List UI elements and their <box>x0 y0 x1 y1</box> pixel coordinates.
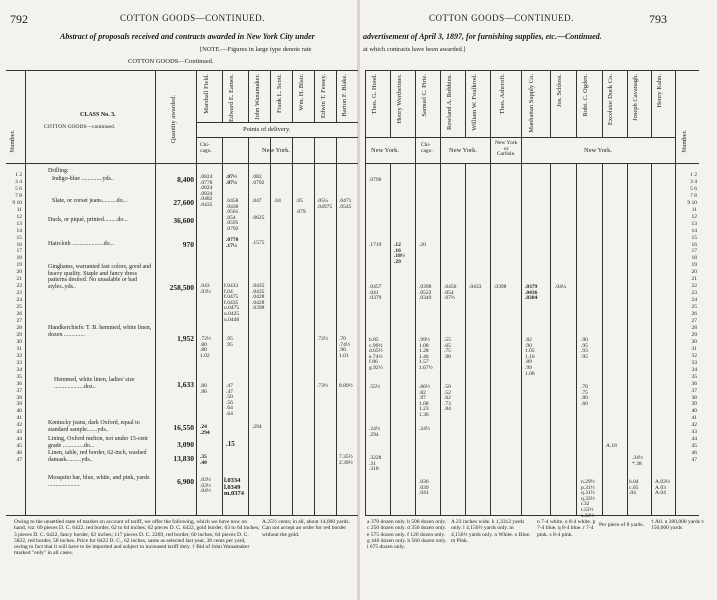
class-sub: COTTON GOODS—continued. <box>44 124 116 130</box>
newyork-label: New York. <box>262 147 290 154</box>
chicago-label-right: Chi- cago. <box>421 142 433 154</box>
bid-cavanagh-9: .34½ *.38 <box>632 455 643 467</box>
bid-blake-5: .70 .74½ .96 1.01 <box>339 336 350 359</box>
bidder-wertheimer: Henry Wertheimer. <box>396 74 403 124</box>
bidder-blair: Wm. H. Blair. <box>298 74 305 111</box>
bid-eames-2: .0458 .0430 .0561 .054 .0595 .0792 <box>226 198 239 232</box>
bid-wanamaker-1: .082 .0792 <box>252 174 265 186</box>
bid-wanamaker-3: .1575 <box>252 240 265 246</box>
bid-fessey-2: .05¼ .04975 <box>317 198 333 210</box>
bidder-manhattan: Manhattan Supply Co. <box>528 74 535 133</box>
bid-hood-1: .0796 <box>369 177 382 183</box>
bid-schloss-4: .04¼ <box>555 284 566 290</box>
bid-kahn-10: A.03½ A.03 A.04 <box>655 479 670 497</box>
bidder-wanamaker: John Wanamaker. <box>254 74 261 120</box>
footnote: Owing to the unsettled state of market on account of tariff, we offer the following, which we have now on hand, viz: 69 pieces D. C. 6422, red border, 62 to 64 inches; 62 pieces D. C. 6422, gold border, 63 to 64 inches; 3 pieces D. C. 6422, fancy border, 62 inches; 117 pieces D. C. 2269, red border, 60 inches; 84 pieces D. C. 5822, red border, 58 inches. Price for 6422 D. C., 62 inches, same as selected last year, 38 cents per yard, owing to fact that it will have to be imported and subject to increased tariff duty. † Bid of John Wanamaker marked "only" in all cases. <box>14 519 260 557</box>
points-of-delivery: Points of delivery. <box>243 126 291 133</box>
bid-scott-2: .04 <box>274 198 281 204</box>
bid-hood-7: .24½ .294 <box>369 426 380 438</box>
bid-robbins-5: .55 .65 .75 .98 <box>444 337 451 360</box>
abstract-title-right: advertisement of April 3, 1897, for furnishing supplies, etc.—Continued. <box>363 32 602 41</box>
bid-wanamaker-2: .047 .0625 <box>252 198 265 221</box>
footnote-2: A.25½ cents; in all, about 14,000 yards. Can not accept an order for red border without the gold. <box>262 519 350 538</box>
bidder-blake: Barton F. Blake. <box>341 74 348 117</box>
qty-kentucky-jeans: 16,550 <box>173 423 194 432</box>
bidder-scott: Frank L. Scott. <box>276 74 283 113</box>
bidder-excelsior: Excelsior Duck Co. <box>607 74 614 126</box>
bidder-eames: Edward E. Eames. <box>228 74 235 123</box>
bidder-robbins: Rowland A. Robbins. <box>446 74 453 130</box>
bid-cavanagh-10: b.04 c.05 .04 <box>629 479 639 497</box>
page-number-right: 793 <box>649 12 667 26</box>
item-linen: Linen, table, red border, 62-inch, washed damask..........yds.. <box>48 450 147 463</box>
bid-wanamaker-4: .0435 .0435 .0428 .0428 .0398 <box>252 283 265 312</box>
bid-wertheimer-3: .12 .16 .18½ .29 <box>394 242 405 265</box>
newyork-label-right-3: New York. <box>584 147 612 154</box>
item-haircloth: Haircloth .....................do... <box>48 241 115 247</box>
bid-marshall-1: .0824 .0778 .0824 .0824 .0482 .0435 <box>200 174 213 208</box>
bid-fessey-5: .72½ <box>317 336 328 342</box>
bid-marshall-7: .24 .294 <box>200 424 210 436</box>
bidder-cavanagh: Joseph Cavanagh. <box>632 74 639 121</box>
item-drilling: Drilling: <box>48 168 69 174</box>
bid-marshall-10: .03½ .03½ .04½ <box>200 477 211 495</box>
qty-indigo: 8,400 <box>177 175 194 184</box>
bid-wanamaker-7: .294 <box>252 424 262 430</box>
qty-ginghams: 258,500 <box>169 283 194 292</box>
number-header: Number. <box>9 130 16 153</box>
qty-lining: 3,090 <box>177 440 194 449</box>
bidder-pirie: Samuel C. Pirie. <box>421 74 428 117</box>
running-head: COTTON GOODS—CONTINUED. <box>120 13 265 23</box>
bid-eames-3: .0770 .17¼ <box>226 237 239 249</box>
qty-mosquito-bar: 6,900 <box>177 477 194 486</box>
footnote-right-c: n 7-4 white. o 8-4 white. p 7-4 blue. q 8-4 blue. r 7-4 pink. s 8-4 pink. <box>537 519 596 538</box>
page-number: 792 <box>10 12 28 26</box>
bid-ogden-6: .70 .75 .80 .60 <box>581 384 588 407</box>
footnote-right-d: Per piece of 8 yards. <box>599 522 645 528</box>
bidder-kahn: Henry Kahn. <box>656 74 663 108</box>
bid-pirie-10: .036 .039 .041 <box>419 479 429 497</box>
bid-robbins-4: .0456 .054 .07½ <box>444 284 457 302</box>
item-indigo: Indigo-blue ..............yds.. <box>52 176 114 182</box>
bidder-fessey: Edwin T. Fessey. <box>320 74 327 119</box>
qty-haircloth: 970 <box>182 240 194 249</box>
note-right: at which contracts have been awarded.] <box>363 46 466 53</box>
bidder-schloss: Jos. Schloss. <box>556 74 563 108</box>
bidder-ogden: Robt. C. Ogden. <box>582 74 589 117</box>
bid-hood-5: b.85 c.90½ d.65½ e.74½ f.86 g.92½ <box>369 337 383 371</box>
bid-eames-4: f.0433 f.04 f.0475 f.0435 u.0475 u.0425 u.0448 <box>224 283 240 323</box>
bid-blake-6: 8.89½ <box>339 383 353 389</box>
bid-foulkrod-4: .0433 <box>469 284 482 290</box>
item-handkerchiefs: Handkerchiefs: T. B. hemmed, white linen, dozen .............. <box>48 325 152 338</box>
running-head-right: COTTON GOODS—CONTINUED. <box>429 13 574 23</box>
bid-ogden-5: .90 .95 .93 .95 <box>581 337 588 360</box>
item-kentucky-jeans: Kentucky jeans, dark Oxford, equal to standard sample.......yds.. <box>48 420 140 433</box>
bid-blair-2: .05 .079 <box>296 198 306 216</box>
note: [NOTE.—Figures in large type denote rate <box>200 46 312 53</box>
section-title: COTTON GOODS—Continued. <box>128 58 214 65</box>
bid-eames-6: .47 .47 .50 .56 .64 .64 <box>226 383 233 417</box>
bidder-hood: Thos. G. Hood. <box>371 74 378 115</box>
footnote-right-b: A 23 inches wide. k 1,3312 yards only. l 4,156½ yards only. m 4,156½ yards only. n White. o Blue. m Pink. <box>451 519 531 544</box>
bid-manhattan-4: .0379 .0436 .0384 <box>525 284 538 302</box>
bid-eames-8: .15 <box>226 440 235 448</box>
item-duck: Duck, or piqué, printed.........do... <box>48 217 128 223</box>
bid-robbins-6: .50 .52 .62 .73 .84 <box>444 384 451 413</box>
bid-hood-6: .55½ <box>369 384 380 390</box>
bid-pirie-3: .20 <box>419 242 426 248</box>
bid-blake-9: 7.35½ 2.39½ <box>339 454 353 466</box>
abstract-title: Abstract of proposals received and contracts awarded in New York City under <box>60 32 315 41</box>
qty-handkerchiefs: 1,952 <box>177 334 194 343</box>
bid-pirie-6: .66½ .82 .97 1.08 1.23 1.36 <box>419 384 430 418</box>
bid-pirie-7: .24½ <box>419 426 430 432</box>
footnote-right-a: a 370 dozen only. b 500 dozen only. c 250 dozen only. d 350 dozen only. e 575 dozen only. f 120 dozen only. g 440 dozen only. h 560 dozen only. i 675 dozen only. <box>367 519 447 551</box>
line-numbers-right: 1 2 3 4 5 6 7 8 9 10 11 12 13 14 15 16 17 18 19 20 21 22 23 24 25 26 27 28 29 30 31 32 33 34 35 36 37 38 39 40 41 42 43 44 45 46 47 <box>687 172 697 464</box>
bid-marshall-4: .043 .03½ <box>200 283 211 295</box>
bid-ashcroft-4: .0398 <box>494 284 507 290</box>
chicago-label: Chi- cago. <box>200 142 212 154</box>
right-page <box>359 0 717 600</box>
bid-eames-10: l.0334 l.0349 m.0374 <box>224 477 245 497</box>
line-numbers: 1 2 3 4 5 6 7 8 9 10 11 12 13 14 15 16 17 18 19 20 21 22 23 24 25 26 27 28 29 30 31 32 33 34 35 36 37 38 39 40 41 42 43 44 45 46 47 <box>12 172 22 464</box>
bid-excelsior-8: A.18 <box>606 443 617 449</box>
item-slate: Slate, or corset jeans..........do... <box>52 198 128 204</box>
bid-fessey-6: .73½ <box>317 383 328 389</box>
item-lining: Lining, Oxford melton, not under 15-cent grade ..............do... <box>48 436 148 449</box>
qty-hemmed: 1,633 <box>177 380 194 389</box>
bidder-foulkrod: William W. Foulkrod. <box>471 74 478 131</box>
quantity-header: Quantity awarded. <box>170 95 177 144</box>
bid-hood-4: .0457 .041 .0379 <box>369 284 382 302</box>
bid-ogden-10: n.29½ p.31½ q.31½ q.33½ r.32 r.33½ s.32½ <box>581 479 595 519</box>
bid-eames-1: .07½ .07¼ <box>226 174 237 186</box>
bid-pirie-5: .99½ 1.08 1.28 1.46 1.57 1.67½ <box>419 337 433 371</box>
qty-linen: 13,830 <box>173 454 194 463</box>
newyork-label-right-2: New York. <box>449 147 477 154</box>
newyork-label-right-1: New York. <box>371 147 399 154</box>
bid-manhattan-5: .82 .90 1.05 1.16 .89 .99 1.08 <box>525 337 535 377</box>
item-ginghams: Ginghams, warranted fast colors, good and heavy quality. Staple and fancy dress patterns desired. No unsalable or bad styles..yds.. <box>48 264 152 290</box>
footnote-right-e: † All. u 200,000 yards v 150,000 yards <box>651 519 705 532</box>
bid-pirie-4: .0398 .0522 .0349 <box>419 284 432 302</box>
bidder-marshall-field: Marshall Field. <box>203 74 210 114</box>
qty-duck: 36,600 <box>173 216 194 225</box>
bid-hood-9: .3228 .31 .318 <box>369 455 382 473</box>
bid-marshall-5: .72½ .80 .88 1.02 <box>200 336 211 359</box>
bid-marshall-6: .80 .96 <box>200 383 207 395</box>
qty-slate: 27,600 <box>173 198 194 207</box>
left-page <box>0 0 358 600</box>
bidder-ashcroft: Thos. Ashcroft. <box>499 74 506 115</box>
item-mosquito-bar: Mosquito bar, blue, white, and pink, yards ..................... <box>48 475 150 488</box>
bid-eames-5: .95 .95 <box>226 336 233 348</box>
bid-marshall-9: .35 .40 <box>200 454 207 466</box>
bid-blake-2: .0471 .0545 <box>339 198 352 210</box>
class-label: CLASS No. 3. <box>80 112 116 118</box>
ny-or-carlisle: New York or Carlisle. <box>495 140 518 158</box>
number-header-right: Number. <box>681 130 688 153</box>
bid-hood-3: .1719 <box>369 242 382 248</box>
item-hemmed: Hemmed, white linen, ladies' size ....................doz.. <box>54 377 135 390</box>
